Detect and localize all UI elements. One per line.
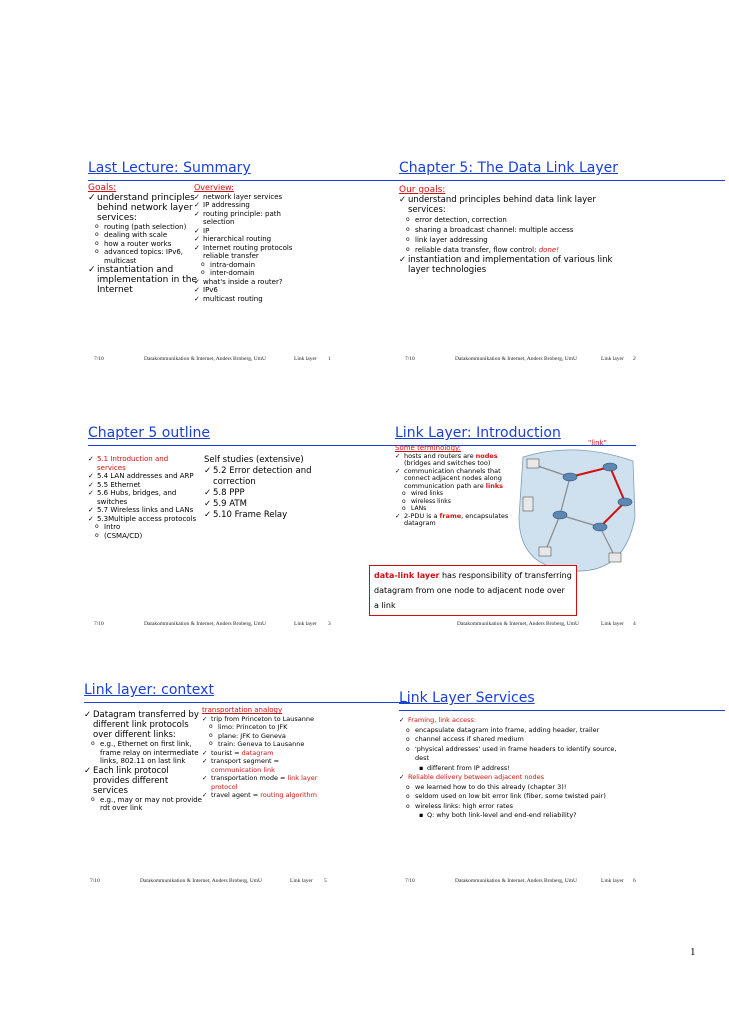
analogy-item xyxy=(202,749,322,758)
router-icon xyxy=(618,498,632,506)
analogy-item: ✓ trip from Princeton to Lausanne xyxy=(202,715,322,724)
overview-item: ✓ Internet routing protocols reliable transfer xyxy=(194,244,312,261)
slide-title: Link Layer: Introduction xyxy=(395,425,561,441)
goal-sub-item: o dealing with scale xyxy=(88,231,200,240)
slide-4 xyxy=(374,425,640,640)
overview-item: ✓ what's inside a router? xyxy=(194,278,312,287)
service-item: ✓ Reliable delivery between adjacent nodes xyxy=(399,773,631,783)
service-sub-item: o we learned how to do this already (chapter 3)! xyxy=(399,783,631,793)
slide-title: Chapter 5 outline xyxy=(88,425,210,441)
done-label: done! xyxy=(538,245,559,254)
self-study-item: ✓ 5.10 Frame Relay xyxy=(204,510,324,521)
outline-item: ✓ 5.5 Ethernet xyxy=(88,481,198,490)
context-sub-item: o e.g., Ethernet on first link, frame relay on intermediate links, 802.11 on last link xyxy=(84,740,202,766)
goal-sub-item xyxy=(399,245,619,255)
analogy-keyword: link layer protocol xyxy=(211,774,318,791)
footer-slide-number: 5 xyxy=(324,878,327,884)
footer-date: 7/10 xyxy=(94,621,104,627)
goals-column xyxy=(88,184,200,295)
term-text: (bridges and switches too) xyxy=(404,459,491,467)
footer-topic: Link layer xyxy=(294,621,317,627)
note-keyword: data-link layer xyxy=(374,571,440,580)
self-study-item: ✓ 5.9 ATM xyxy=(204,499,324,510)
overview-sub-item: o inter-domain xyxy=(194,269,312,278)
goals-column xyxy=(399,186,619,275)
footer-date: 7/10 xyxy=(405,878,415,884)
footer-date: 7/10 xyxy=(90,878,100,884)
slide-6 xyxy=(399,690,729,905)
goal-sub-item: o sharing a broadcast channel: multiple access xyxy=(399,225,619,235)
service-sub-sub-item: ▪ different from IP address! xyxy=(399,764,631,774)
term-text: communication channels that connect adjacent nodes along communication path are xyxy=(404,466,502,490)
goal-item: ✓ instantiation and implementation of various link layer technologies xyxy=(399,255,619,275)
footer-topic: Link layer xyxy=(294,356,317,362)
goal-item: ✓ understand principles behind data link layer services: xyxy=(399,195,619,215)
terminology-column xyxy=(395,445,515,528)
term-keyword: frame xyxy=(439,511,462,520)
server-icon xyxy=(523,497,533,511)
title-rule xyxy=(399,710,725,711)
footer-course: Datakommunikation & Internet, Anders Broberg, UmU xyxy=(144,621,266,627)
overview-item: ✓ IP xyxy=(194,227,312,236)
goal-sub-item: o error detection, correction xyxy=(399,215,619,225)
service-sub-item: o wireless links: high error rates xyxy=(399,802,631,812)
analogy-sub-item: o plane: JFK to Geneva xyxy=(202,732,322,741)
responsibility-note xyxy=(369,565,577,616)
footer-slide-number: 4 xyxy=(633,621,636,627)
overview-item: ✓ network layer services xyxy=(194,193,312,202)
term-text: hosts and routers are xyxy=(404,451,476,460)
outline-sub-item: o Intro xyxy=(88,523,198,532)
outline-sub-item: o (CSMA/CD) xyxy=(88,532,198,541)
footer-topic: Link layer xyxy=(290,878,313,884)
link-callout: "link" xyxy=(588,439,607,447)
self-study-heading: Self studies (extensive) xyxy=(204,455,304,465)
title-rule xyxy=(88,445,414,446)
router-icon xyxy=(563,473,577,481)
outline-column xyxy=(88,455,198,540)
goals-heading: Our goals: xyxy=(399,185,446,195)
footer-slide-number: 6 xyxy=(633,878,636,884)
network-diagram xyxy=(515,447,639,577)
term-item xyxy=(395,453,515,468)
page-number: 1 xyxy=(690,946,696,958)
slide-5 xyxy=(84,682,414,897)
term-item xyxy=(395,513,515,528)
context-item: ✓ Datagram transferred by different link protocols over different links: xyxy=(84,710,202,740)
context-item: ✓ Each link protocol provides different services xyxy=(84,766,202,796)
overview-item: ✓ routing principle: path selection xyxy=(194,210,312,227)
slide-1 xyxy=(88,160,418,375)
outline-item: ✓ 5.7 Wireless links and LANs xyxy=(88,506,198,515)
router-icon xyxy=(553,511,567,519)
analogy-item xyxy=(202,791,322,800)
footer-slide-number: 3 xyxy=(328,621,331,627)
self-study-column xyxy=(204,455,324,521)
context-column xyxy=(84,710,202,813)
footer-topic: Link layer xyxy=(601,878,624,884)
self-study-item: ✓ 5.8 PPP xyxy=(204,488,324,499)
overview-item: ✓ multicast routing xyxy=(194,295,312,304)
title-rule xyxy=(88,180,414,181)
analogy-column xyxy=(202,706,322,800)
analogy-keyword: datagram xyxy=(241,748,274,757)
footer-course: Datakommunikation & Internet, Anders Broberg, UmU xyxy=(455,356,577,362)
term-sub-item: o wired links xyxy=(395,490,515,498)
footer-course: Datakommunikation & Internet, Anders Broberg, UmU xyxy=(457,621,579,627)
service-sub-item: o channel access if shared medium xyxy=(399,735,631,745)
footer-slide-number: 2 xyxy=(633,356,636,362)
outline-item: ✓ 5.1 Introduction and services xyxy=(88,455,198,472)
service-sub-sub-item: ▪ Q: why both link-level and end-end reliability? xyxy=(399,811,631,821)
goals-heading: Goals: xyxy=(88,183,117,193)
slide-title: Last Lecture: Summary xyxy=(88,160,251,176)
host-icon xyxy=(539,547,551,556)
title-rule xyxy=(399,180,725,181)
sub-text: reliable data transfer, flow control: xyxy=(415,245,539,254)
service-item: ✓ Framing, link access: xyxy=(399,716,631,726)
footer-date: 7/10 xyxy=(94,356,104,362)
overview-heading: Overview: xyxy=(194,183,234,192)
analogy-item xyxy=(202,757,322,774)
goal-sub-item: o advanced topics: IPv6, multicast xyxy=(88,248,200,265)
analogy-item xyxy=(202,774,322,791)
overview-item: ✓ hierarchical routing xyxy=(194,235,312,244)
router-icon xyxy=(603,463,617,471)
outline-item: ✓ 5.4 LAN addresses and ARP xyxy=(88,472,198,481)
term-text: , encapsulates datagram xyxy=(404,511,509,527)
context-sub-item: o e.g., may or may not provide rdt over link xyxy=(84,796,202,813)
note-text: has responsibility of transferring datagram from one node to adjacent node over a link xyxy=(374,571,572,610)
analogy-sub-item: o train: Geneva to Lausanne xyxy=(202,740,322,749)
term-keyword: nodes xyxy=(475,451,498,460)
analogy-keyword: communication link xyxy=(211,765,275,774)
slide-title: Link layer: context xyxy=(84,682,214,698)
slide-2 xyxy=(399,160,729,375)
slide-title: Chapter 5: The Data Link Layer xyxy=(399,160,619,176)
self-study-item: ✓ 5.2 Error detection and correction xyxy=(204,466,324,488)
footer-slide-number: 1 xyxy=(328,356,331,362)
footer-course: Datakommunikation & Internet, Anders Broberg, UmU xyxy=(455,878,577,884)
analogy-text: travel agent = xyxy=(211,791,261,799)
host-icon xyxy=(609,553,621,562)
footer-date: 7/10 xyxy=(405,356,415,362)
terminology-heading: Some terminology: xyxy=(395,444,462,452)
footer-topic: Link layer xyxy=(601,621,624,627)
goal-item: ✓ understand principles behind network layer services: xyxy=(88,193,200,223)
analogy-text: transport segment = xyxy=(211,757,280,765)
term-sub-item: o wireless links xyxy=(395,498,515,506)
outline-item: ✓ 5.6 Hubs, bridges, and switches xyxy=(88,489,198,506)
analogy-text: tourist = xyxy=(211,748,242,757)
service-sub-item: o seldom used on low bit error link (fiber, some twisted pair) xyxy=(399,792,631,802)
footer-course: Datakommunikation & Internet, Anders Broberg, UmU xyxy=(144,356,266,362)
term-item xyxy=(395,468,515,491)
term-text: 2-PDU is a xyxy=(404,511,440,520)
overview-column xyxy=(194,184,312,303)
goal-sub-item: o link layer addressing xyxy=(399,235,619,245)
overview-item: ✓ IP addressing xyxy=(194,201,312,210)
analogy-heading: transportation analogy xyxy=(202,706,283,714)
term-keyword: links xyxy=(485,481,504,490)
analogy-keyword: routing algorithm xyxy=(260,791,317,799)
outline-item: ✓ 5.3Multiple access protocols xyxy=(88,515,198,524)
term-sub-item: o LANs xyxy=(395,505,515,513)
slide-title: Link Layer Services xyxy=(399,690,535,706)
goal-sub-item: o routing (path selection) xyxy=(88,223,200,232)
goal-sub-item: o how a router works xyxy=(88,240,200,249)
overview-sub-item: o intra-domain xyxy=(194,261,312,270)
service-sub-item: o 'physical addresses' used in frame headers to identify source, dest xyxy=(399,745,631,764)
overview-item: ✓ IPv6 xyxy=(194,286,312,295)
services-column xyxy=(399,716,631,821)
service-sub-item: o encapsulate datagram into frame, adding header, trailer xyxy=(399,726,631,736)
router-icon xyxy=(593,523,607,531)
footer-topic: Link layer xyxy=(601,356,624,362)
analogy-text: transportation mode = xyxy=(211,774,288,782)
goal-item: ✓ instantiation and implementation in the Internet xyxy=(88,265,200,295)
analogy-sub-item: o limo: Princeton to JFK xyxy=(202,723,322,732)
title-rule xyxy=(84,702,410,703)
host-icon xyxy=(527,459,539,468)
footer-course: Datakommunikation & Internet, Anders Broberg, UmU xyxy=(140,878,262,884)
